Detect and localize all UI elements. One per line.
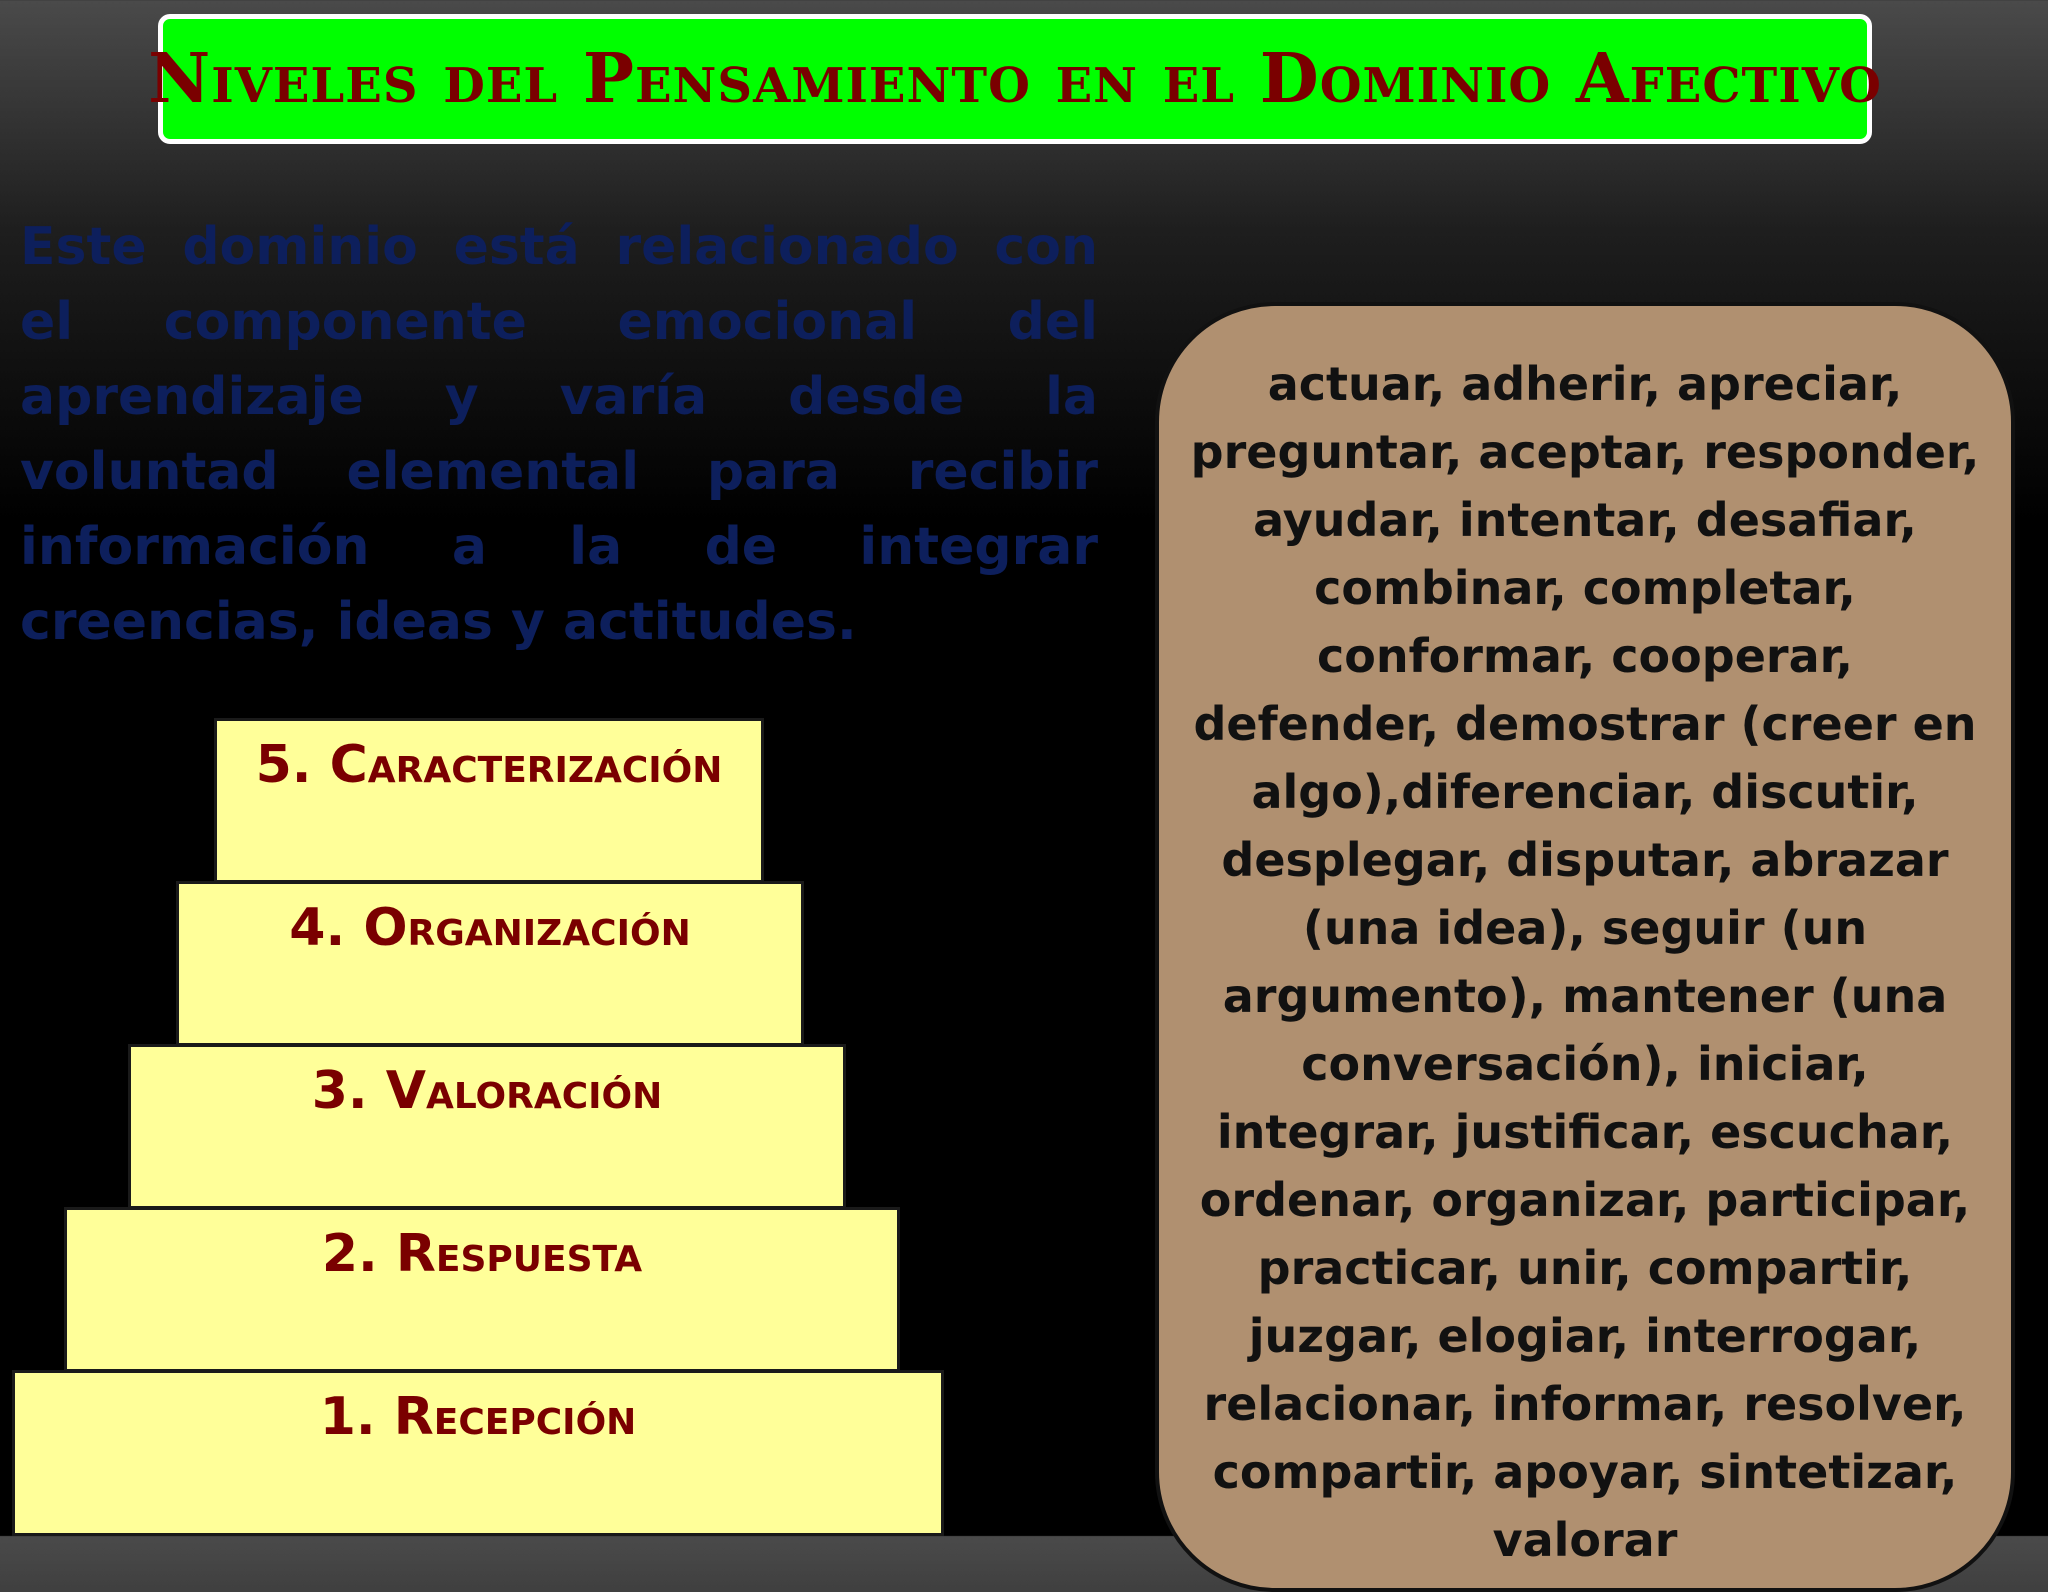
level-label-1: 1. Recepción bbox=[319, 1387, 637, 1447]
level-step-5 bbox=[214, 718, 764, 883]
level-label-4: 4. Organización bbox=[289, 898, 691, 958]
verbs-panel bbox=[1155, 302, 2015, 1592]
level-label-2: 2. Respuesta bbox=[321, 1224, 643, 1284]
verbs-list: actuar, adherir, apreciar, preguntar, aceptar, responder, ayudar, intentar, desafiar, combinar, completar, conformar, cooperar, defender, demostrar (creer en algo),diferenciar, discutir, desplegar, disputar, abrazar (una idea), seguir (un argumento), mantener (una conversación), iniciar, integrar, justificar, escuchar, ordenar, organizar, participar, practicar, unir, compartir, juzgar, elogiar, interrogar, relacionar, informar, resolver, compartir, apoyar, sintetizar, valorar bbox=[1190, 357, 1980, 1567]
slide-title: Niveles del Pensamiento en el Dominio Afectivo bbox=[148, 39, 1882, 119]
level-step-4 bbox=[176, 881, 804, 1046]
level-label-3: 3. Valoración bbox=[311, 1061, 663, 1121]
level-step-1 bbox=[12, 1370, 944, 1536]
level-step-3 bbox=[128, 1044, 846, 1209]
level-step-2 bbox=[64, 1207, 900, 1372]
level-label-5: 5. Caracterización bbox=[255, 735, 723, 795]
intro-paragraph: Este dominio está relacionado con el componente emocional del aprendizaje y varía desde la voluntad elemental para recibir información a la de integrar creencias, ideas y actitudes. bbox=[20, 217, 1098, 652]
